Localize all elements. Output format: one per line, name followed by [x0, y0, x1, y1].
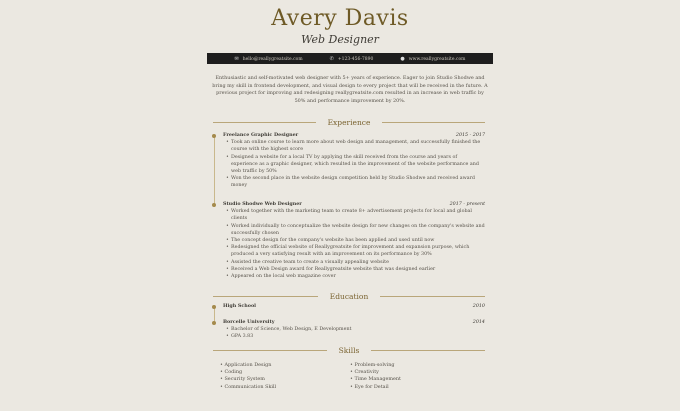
- entry-dates: 2015 - 2017: [455, 133, 485, 138]
- list-item: • Assisted the creative team to create a visually appealing website: [226, 259, 485, 266]
- list-item: • Won the second place in the website design competition held by Studio Shodwe and received award money: [226, 175, 485, 189]
- list-item: • GPA 3.83: [226, 333, 485, 340]
- skill-item: • Application Design: [220, 362, 350, 369]
- education-entry: [213, 319, 485, 341]
- skill-item: • Creativity: [350, 369, 480, 376]
- timeline-dot: [212, 305, 216, 309]
- skill-item: • Security System: [220, 376, 350, 383]
- skill-item: • Problem-solving: [350, 362, 480, 369]
- globe-icon: ●: [400, 55, 405, 62]
- entry-title: High School: [223, 303, 256, 309]
- entry-title: Freelance Graphic Designer: [223, 132, 299, 138]
- education-heading: Education: [213, 292, 485, 301]
- timeline-dot: [212, 203, 216, 207]
- skill-item: • Time Management: [350, 376, 480, 383]
- skill-item: • Coding: [220, 369, 350, 376]
- entry-dates: 2014: [472, 320, 485, 325]
- list-item: • Redesigned the official website of Reallygreatsite for improvement and expansion purpose, which produced a very satisfying result with an improvement on its performance by 30%: [226, 244, 485, 258]
- list-item: • The concept design for the company's website has been applied and used until now: [226, 237, 485, 244]
- list-item: • Appeared on the local web magazine cover: [226, 273, 485, 280]
- list-item: • Worked together with the marketing team to create 8+ advertisement projects for local and global clients: [226, 208, 485, 222]
- envelope-icon: ✉: [234, 55, 239, 62]
- skills-list: [220, 362, 480, 391]
- skill-item: • Eye for Detail: [350, 384, 480, 391]
- entry-dates: 2010: [472, 304, 485, 309]
- job-entry: [213, 201, 485, 280]
- job-entry: [213, 132, 485, 190]
- skills-heading: Skills: [213, 346, 485, 355]
- contact-bar: [207, 53, 493, 64]
- list-item: • Took an online course to learn more about web design and management, and successfully finished the course with the highest score: [226, 139, 485, 153]
- contact-website: ● www.reallygreatsite.com: [400, 55, 466, 62]
- entry-title: Borcelle University: [223, 319, 275, 325]
- experience-heading: Experience: [213, 118, 485, 127]
- timeline-dot: [212, 134, 216, 138]
- summary: Enthusiastic and self-motivated web designer with 5+ years of experience. Eager to join Studio Shodwe and bring my skill in frontend development, and visual design to every project that will be received in the future. A previous project for improving and redesigning reallygreatsite.com resulted in an increase in web traffic by 50% and performance improvement by 20%.: [212, 75, 488, 104]
- entry-dates: 2017 - present: [449, 202, 485, 207]
- list-item: • Bachelor of Science, Web Design, E Development: [226, 326, 485, 333]
- timeline-dot: [212, 321, 216, 325]
- resume-title: Web Designer: [301, 33, 379, 46]
- entry-title: Studio Shodwe Web Designer: [223, 201, 302, 207]
- list-item: • Designed a website for a local TV by applying the skill received from the course and years of experience as a graphic designer, which resulted in the improvement of the website performance and web traffic by 50%: [226, 154, 485, 176]
- education-entry: [213, 303, 485, 310]
- contact-email: ✉ hello@reallygreatsite.com: [234, 55, 303, 62]
- list-item: • Received a Web Design award for Reallygreatsite website that was designed earlier: [226, 266, 485, 273]
- list-item: • Worked individually to conceptualize the website design for new changes on the company's website and successfully chosen: [226, 223, 485, 237]
- skill-item: • Communication Skill: [220, 384, 350, 391]
- phone-icon: ✆: [329, 55, 334, 62]
- contact-phone: ✆ +123-456-7890: [329, 55, 374, 62]
- resume-name: Avery Davis: [271, 6, 409, 31]
